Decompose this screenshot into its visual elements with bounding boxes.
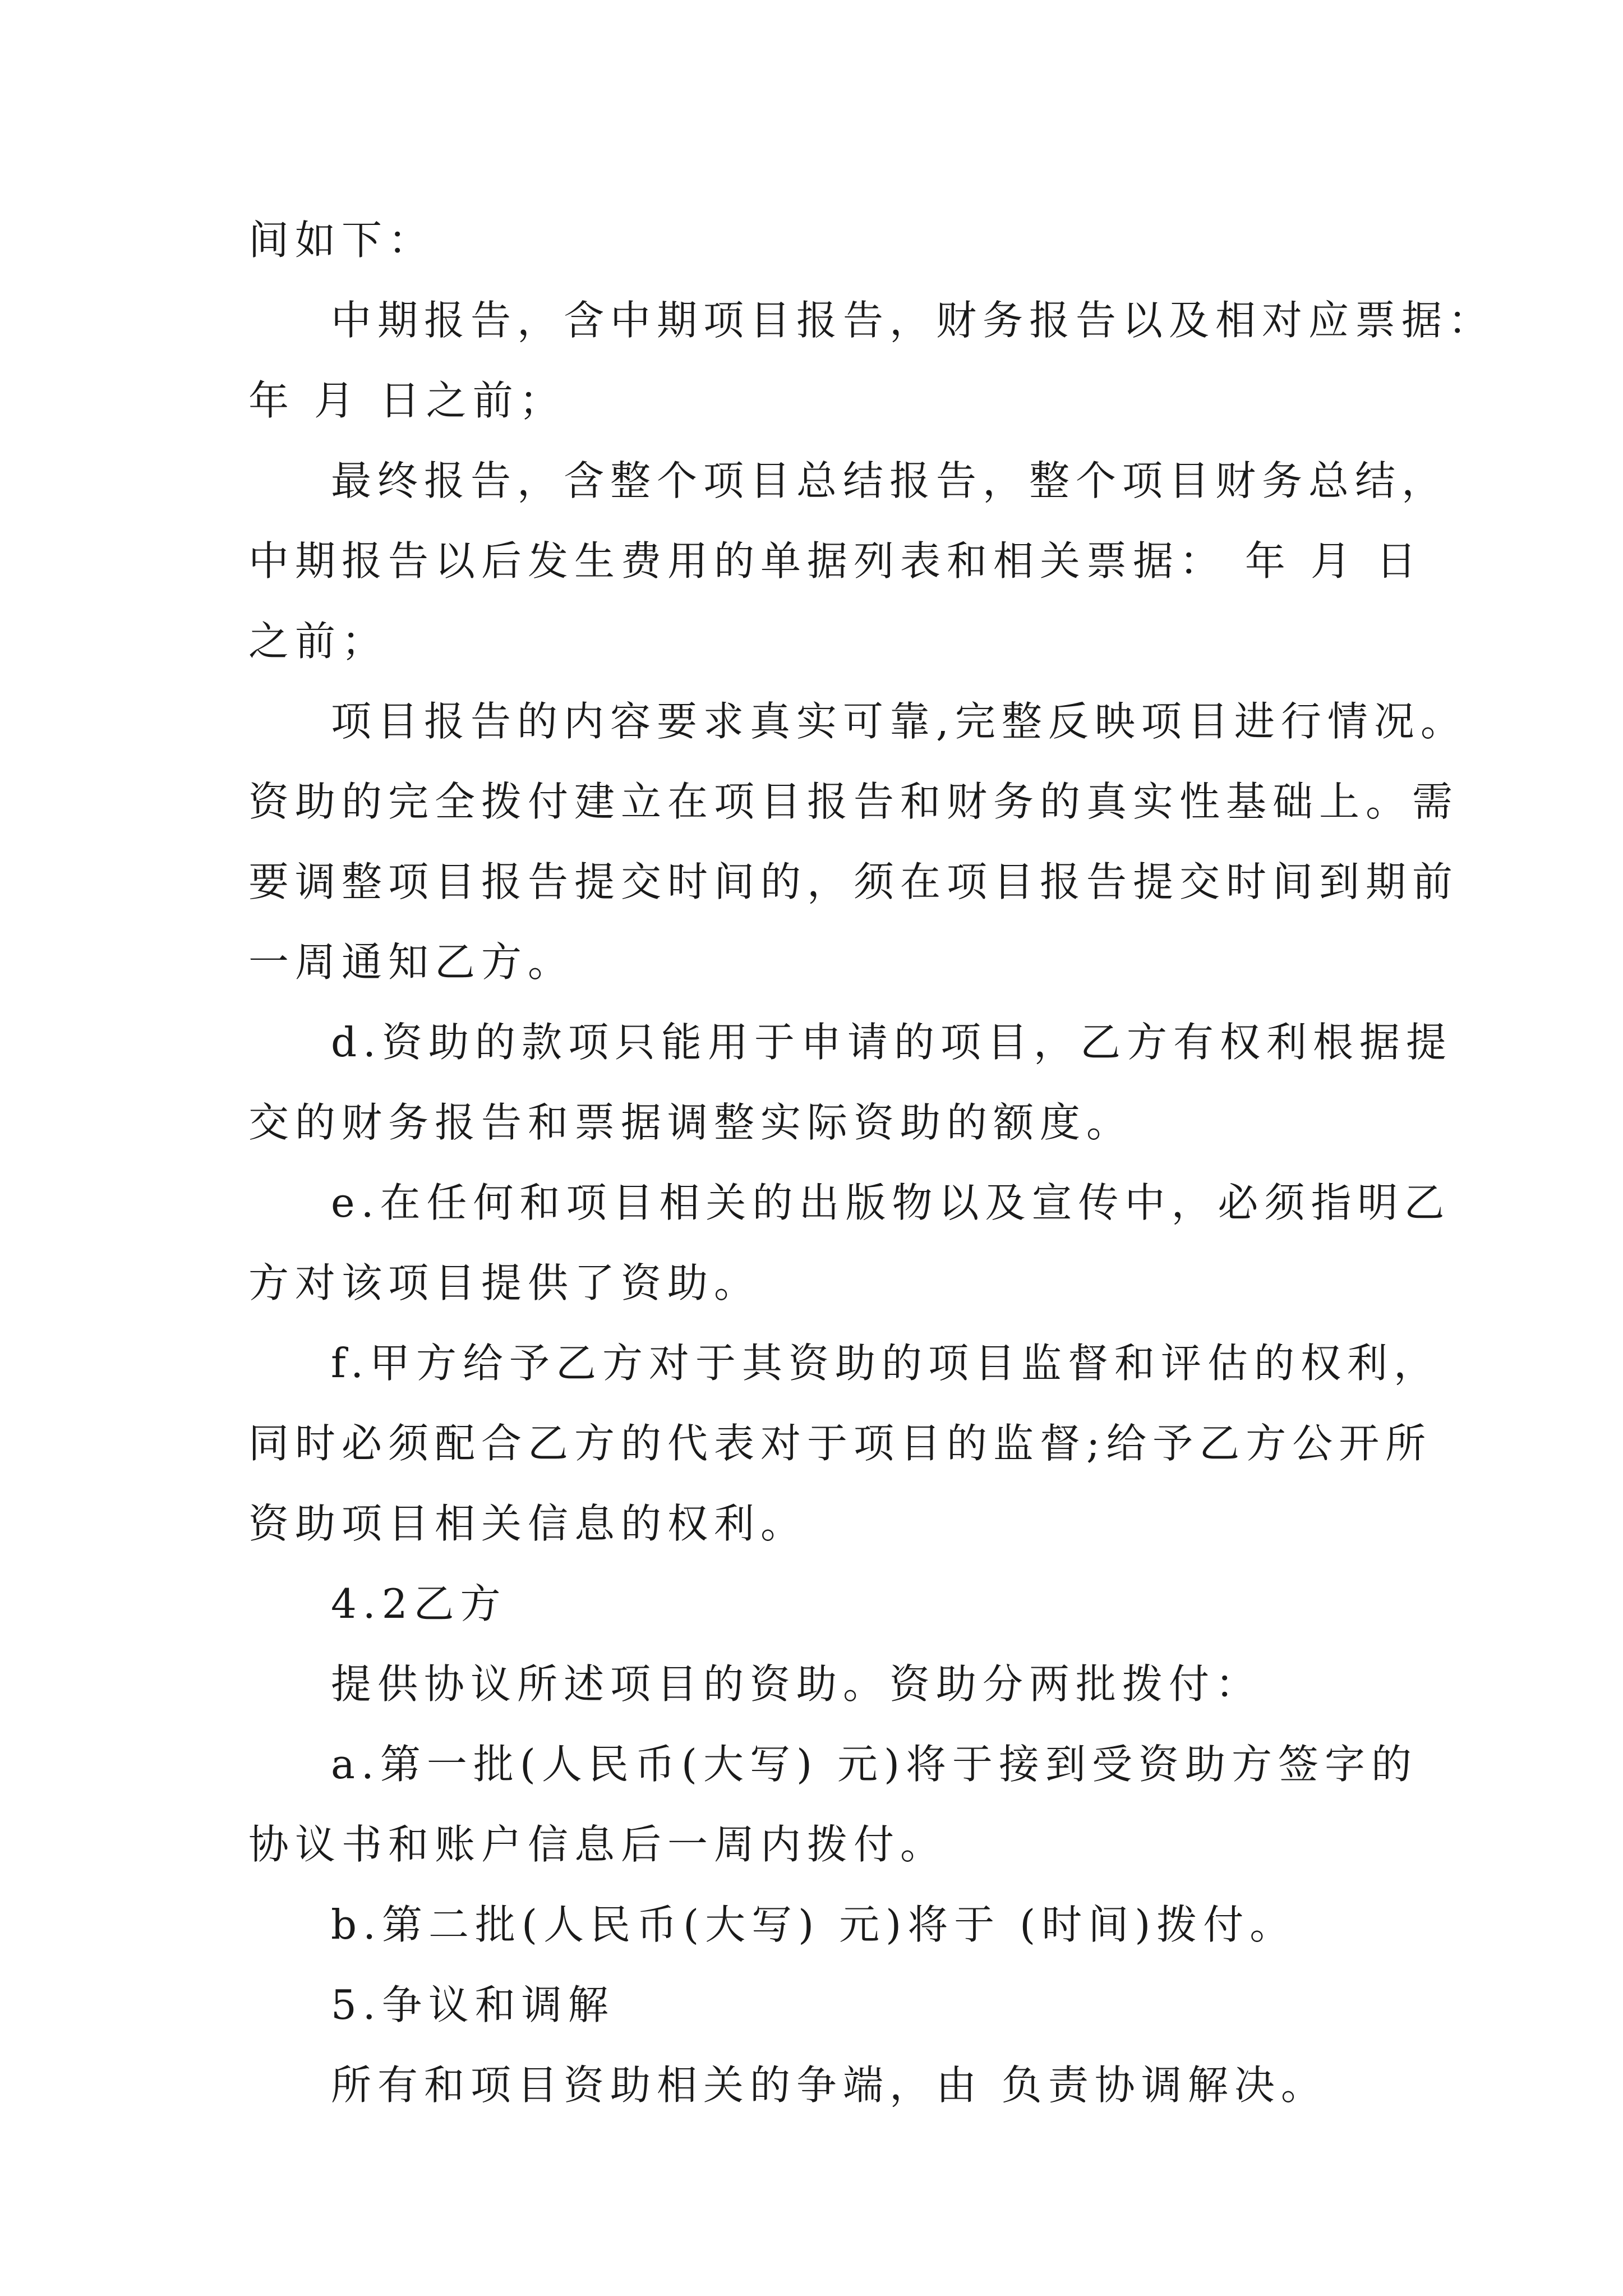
text-line: 年 月 日之前； [248, 377, 566, 424]
text-line: 要调整项目报告提交时间的，须在项目报告提交时间到期前 [248, 858, 1459, 905]
text-line: 所有和项目资助相关的争端，由 负责协调解决。 [331, 2062, 1327, 2109]
text-line: 同时必须配合乙方的代表对于项目的监督;给予乙方公开所 [248, 1420, 1432, 1467]
text-line: f.甲方给予乙方对于其资助的项目监督和评估的权利， [331, 1340, 1440, 1387]
text-line: 中期报告，含中期项目报告，财务报告以及相对应票据： [331, 297, 1495, 344]
text-line: d.资助的款项只能用于申请的项目，乙方有权利根据提 [331, 1019, 1453, 1066]
text-line: 资助的完全拨付建立在项目报告和财务的真实性基础上。需 [248, 778, 1459, 825]
text-line: 资助项目相关信息的权利。 [248, 1500, 808, 1547]
section-heading: 5.争议和调解 [331, 1981, 615, 2028]
text-line: 提供协议所述项目的资助。资助分两批拨付： [331, 1660, 1262, 1708]
text-line: 协议书和账户信息后一周内拨付。 [248, 1821, 947, 1868]
text-line: 最终报告，含整个项目总结报告，整个项目财务总结， [331, 457, 1449, 504]
text-line: 项目报告的内容要求真实可靠,完整反映项目进行情况。 [331, 698, 1467, 745]
text-line: 一周通知乙方。 [248, 938, 575, 986]
text-line: e.在任何和项目相关的出版物以及宣传中，必须指明乙 [331, 1179, 1451, 1226]
section-heading: 4.2乙方 [331, 1580, 507, 1627]
text-line: 方对该项目提供了资助。 [248, 1259, 761, 1306]
text-line: 交的财务报告和票据调整实际资助的额度。 [248, 1099, 1133, 1146]
text-line: 间如下： [248, 217, 435, 264]
text-line: a.第一批(人民币(大写) 元)将于接到受资助方签字的 [331, 1741, 1418, 1788]
text-line: 之前； [248, 618, 389, 665]
text-line: b.第二批(人民币(大写) 元)将于 (时间)拨付。 [331, 1901, 1297, 1948]
text-line: 中期报告以后发生费用的单据列表和相关票据： 年 月 日 [248, 537, 1423, 585]
